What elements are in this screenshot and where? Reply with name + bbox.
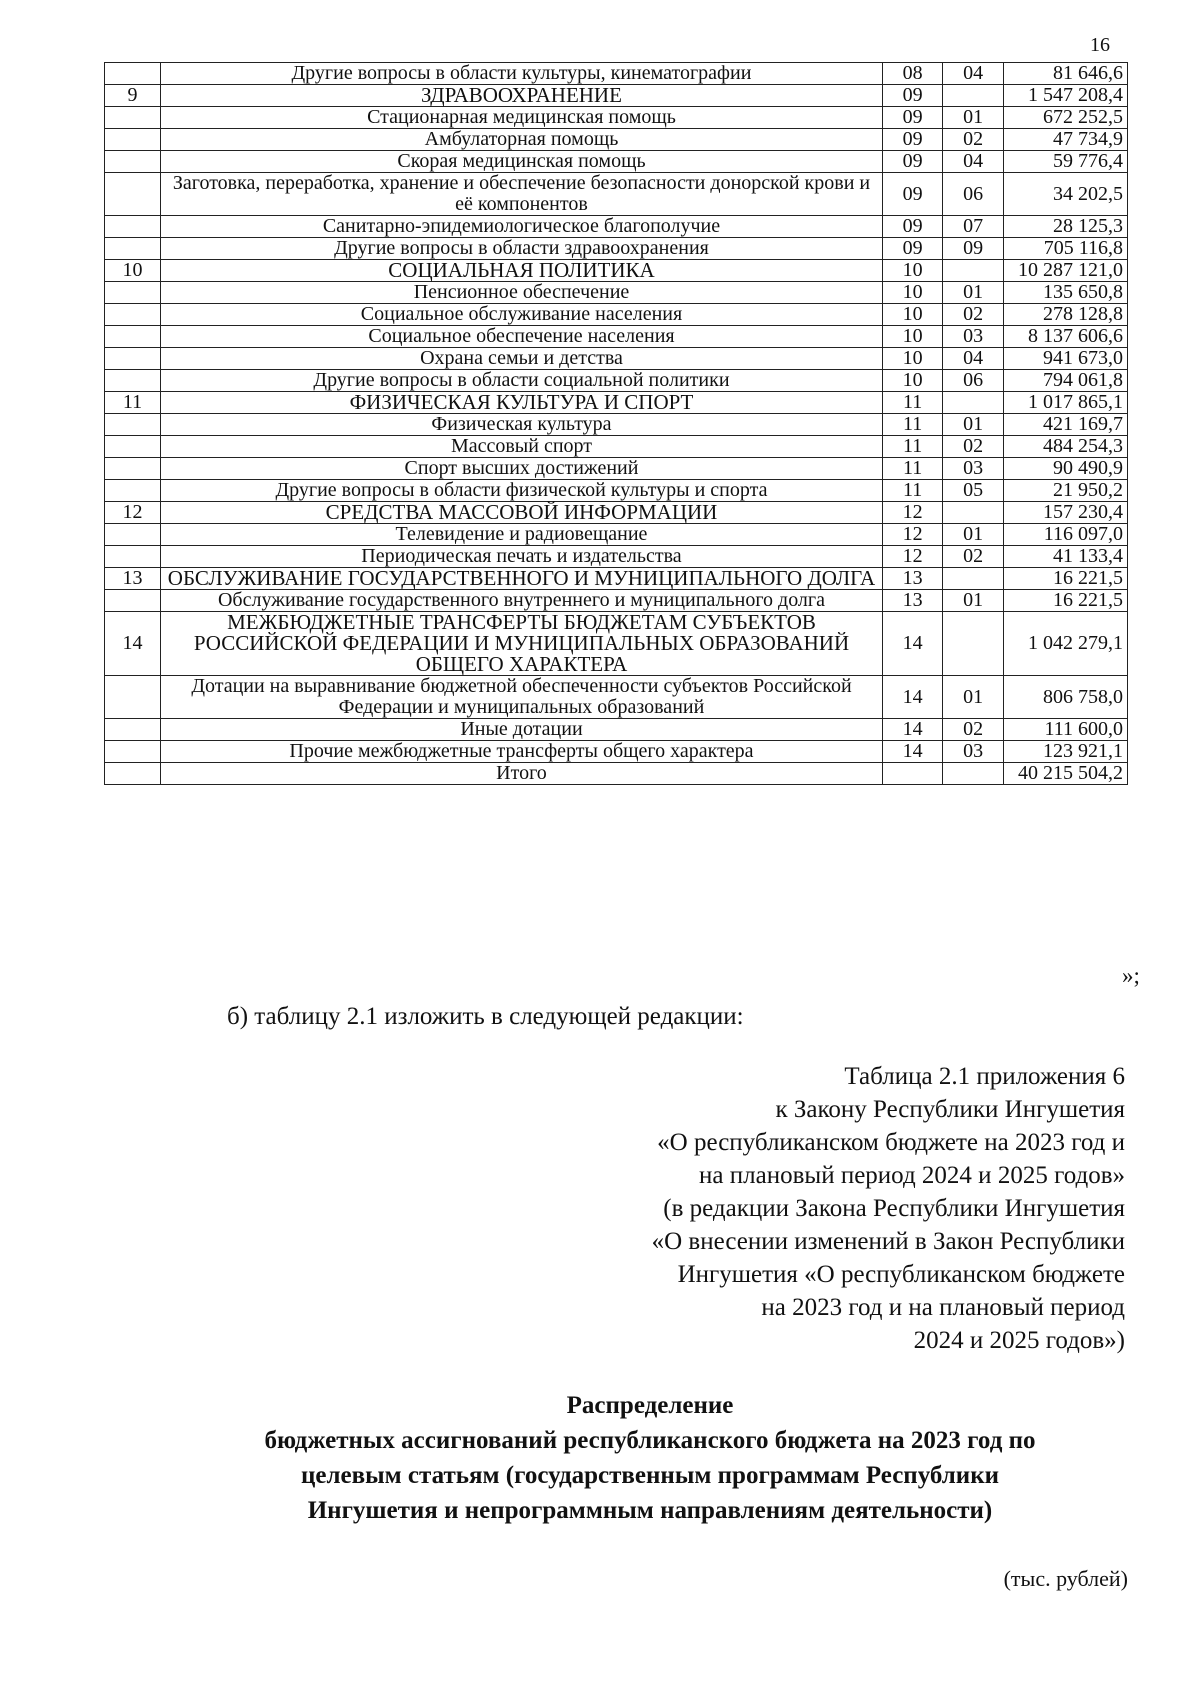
row-number-cell: 10	[105, 260, 161, 282]
section-code-cell: 10	[882, 282, 942, 304]
amount-cell: 41 133,4	[1003, 546, 1127, 568]
section-code-cell: 13	[882, 590, 942, 612]
row-number-cell: 12	[105, 502, 161, 524]
row-number-cell	[105, 436, 161, 458]
amount-cell: 34 202,5	[1003, 173, 1127, 216]
section-code-cell: 09	[882, 151, 942, 173]
subsection-code-cell: 06	[943, 173, 1003, 216]
subsection-code-cell	[943, 612, 1003, 676]
table-row	[105, 282, 1128, 304]
amount-cell: 16 221,5	[1003, 568, 1127, 590]
row-number-cell	[105, 741, 161, 763]
section-code-cell: 14	[882, 676, 942, 719]
table-row	[105, 612, 1128, 676]
table-row	[105, 676, 1128, 719]
budget-table-body	[105, 63, 1128, 785]
row-name-cell: Итого	[161, 763, 883, 785]
section-code-cell: 09	[882, 85, 942, 107]
document-title-line: Распределение	[566, 1392, 734, 1419]
annex-note-line: на 2023 год и на плановый период	[761, 1294, 1125, 1321]
table-row	[105, 741, 1128, 763]
row-number-cell	[105, 216, 161, 238]
annex-note-line: «О внесении изменений в Закон Республики	[651, 1228, 1125, 1255]
row-name-cell: Обслуживание государственного внутреннего и муниципального долга	[161, 590, 883, 612]
table-row	[105, 63, 1128, 85]
row-number-cell	[105, 590, 161, 612]
table-row	[105, 260, 1128, 282]
table-row	[105, 392, 1128, 414]
row-name-cell: Иные дотации	[161, 719, 883, 741]
row-name-cell: Другие вопросы в области здравоохранения	[161, 238, 883, 260]
table-row	[105, 719, 1128, 741]
row-name-cell: Заготовка, переработка, хранение и обеспечение безопасности донорской крови и её компонентов	[161, 173, 883, 216]
row-number-cell	[105, 414, 161, 436]
row-number-cell	[105, 107, 161, 129]
table-row	[105, 370, 1128, 392]
row-number-cell: 11	[105, 392, 161, 414]
annex-note-line: к Закону Республики Ингушетия	[775, 1096, 1125, 1123]
row-name-cell: Амбулаторная помощь	[161, 129, 883, 151]
budget-table	[104, 62, 1128, 785]
section-code-cell: 11	[882, 480, 942, 502]
annex-note-line: 2024 и 2025 годов»)	[913, 1327, 1125, 1354]
document-title-line: целевым статьям (государственным программам Республики	[301, 1462, 999, 1489]
subsection-code-cell: 01	[943, 414, 1003, 436]
subsection-code-cell	[943, 392, 1003, 414]
annex-note-line: Ингушетия «О республиканском бюджете	[677, 1261, 1125, 1288]
subsection-code-cell: 03	[943, 326, 1003, 348]
row-number-cell	[105, 129, 161, 151]
row-number-cell	[105, 458, 161, 480]
row-number-cell	[105, 763, 161, 785]
amount-cell: 794 061,8	[1003, 370, 1127, 392]
table-row	[105, 546, 1128, 568]
amount-cell: 28 125,3	[1003, 216, 1127, 238]
annex-note-line: (в редакции Закона Республики Ингушетия	[663, 1195, 1125, 1222]
row-name-cell: Другие вопросы в области социальной политики	[161, 370, 883, 392]
row-name-cell: МЕЖБЮДЖЕТНЫЕ ТРАНСФЕРТЫ БЮДЖЕТАМ СУБЪЕКТОВ РОССИЙСКОЙ ФЕДЕРАЦИИ И МУНИЦИПАЛЬНЫХ ОБРАЗОВАНИЙ ОБЩЕГО ХАРАКТЕРА	[161, 612, 883, 676]
subsection-code-cell	[943, 763, 1003, 785]
table-row	[105, 107, 1128, 129]
annex-note	[505, 1060, 1125, 1357]
table-row	[105, 238, 1128, 260]
subsection-code-cell	[943, 85, 1003, 107]
amount-cell: 81 646,6	[1003, 63, 1127, 85]
amount-cell: 111 600,0	[1003, 719, 1127, 741]
amount-cell: 157 230,4	[1003, 502, 1127, 524]
table-row	[105, 568, 1128, 590]
table-row	[105, 304, 1128, 326]
document-title	[100, 1388, 1200, 1528]
amount-cell: 484 254,3	[1003, 436, 1127, 458]
amount-cell: 1 017 865,1	[1003, 392, 1127, 414]
table-row	[105, 590, 1128, 612]
section-code-cell: 11	[882, 392, 942, 414]
row-number-cell	[105, 676, 161, 719]
amount-cell: 40 215 504,2	[1003, 763, 1127, 785]
subsection-code-cell: 09	[943, 238, 1003, 260]
row-number-cell	[105, 524, 161, 546]
amount-cell: 135 650,8	[1003, 282, 1127, 304]
row-name-cell: Периодическая печать и издательства	[161, 546, 883, 568]
row-name-cell: ЗДРАВООХРАНЕНИЕ	[161, 85, 883, 107]
section-code-cell: 10	[882, 326, 942, 348]
amount-cell: 806 758,0	[1003, 676, 1127, 719]
table-row	[105, 216, 1128, 238]
subsection-code-cell	[943, 502, 1003, 524]
amount-cell: 8 137 606,6	[1003, 326, 1127, 348]
subsection-code-cell	[943, 568, 1003, 590]
amount-cell: 10 287 121,0	[1003, 260, 1127, 282]
amount-cell: 47 734,9	[1003, 129, 1127, 151]
subsection-code-cell: 01	[943, 590, 1003, 612]
amount-cell: 278 128,8	[1003, 304, 1127, 326]
section-code-cell: 12	[882, 546, 942, 568]
section-code-cell: 14	[882, 612, 942, 676]
subsection-code-cell: 01	[943, 676, 1003, 719]
section-code-cell: 09	[882, 173, 942, 216]
table-row	[105, 151, 1128, 173]
table-row	[105, 85, 1128, 107]
row-number-cell	[105, 546, 161, 568]
row-name-cell: Другие вопросы в области культуры, кинематографии	[161, 63, 883, 85]
amount-cell: 705 116,8	[1003, 238, 1127, 260]
section-code-cell: 09	[882, 216, 942, 238]
subsection-code-cell: 01	[943, 107, 1003, 129]
section-code-cell: 14	[882, 741, 942, 763]
subsection-code-cell: 05	[943, 480, 1003, 502]
table-row	[105, 326, 1128, 348]
section-code-cell: 11	[882, 458, 942, 480]
row-number-cell	[105, 304, 161, 326]
amount-cell: 16 221,5	[1003, 590, 1127, 612]
table-row	[105, 524, 1128, 546]
document-title-line: бюджетных ассигнований республиканского бюджета на 2023 год по	[264, 1427, 1036, 1454]
row-name-cell: Социальное обеспечение населения	[161, 326, 883, 348]
section-code-cell: 11	[882, 414, 942, 436]
amount-cell: 672 252,5	[1003, 107, 1127, 129]
row-number-cell	[105, 282, 161, 304]
amount-cell: 21 950,2	[1003, 480, 1127, 502]
subsection-code-cell: 02	[943, 436, 1003, 458]
table-row	[105, 348, 1128, 370]
row-name-cell: Другие вопросы в области физической культуры и спорта	[161, 480, 883, 502]
row-number-cell	[105, 151, 161, 173]
subsection-code-cell: 04	[943, 151, 1003, 173]
table-row	[105, 173, 1128, 216]
subsection-code-cell: 02	[943, 129, 1003, 151]
table-row	[105, 414, 1128, 436]
section-code-cell: 09	[882, 238, 942, 260]
page-number: 16	[1090, 34, 1110, 56]
row-name-cell: СОЦИАЛЬНАЯ ПОЛИТИКА	[161, 260, 883, 282]
table-row	[105, 763, 1128, 785]
section-code-cell	[882, 763, 942, 785]
row-name-cell: Прочие межбюджетные трансферты общего характера	[161, 741, 883, 763]
row-number-cell: 14	[105, 612, 161, 676]
units-label: (тыс. рублей)	[1003, 1566, 1128, 1591]
row-name-cell: Социальное обслуживание населения	[161, 304, 883, 326]
row-name-cell: Массовый спорт	[161, 436, 883, 458]
amount-cell: 1 547 208,4	[1003, 85, 1127, 107]
subsection-code-cell: 02	[943, 304, 1003, 326]
row-name-cell: Дотации на выравнивание бюджетной обеспеченности субъектов Российской Федерации и муниципальных образований	[161, 676, 883, 719]
row-name-cell: Телевидение и радиовещание	[161, 524, 883, 546]
annex-note-line: «О республиканском бюджете на 2023 год и	[657, 1129, 1125, 1156]
subsection-code-cell: 02	[943, 719, 1003, 741]
subsection-code-cell: 04	[943, 348, 1003, 370]
row-number-cell	[105, 480, 161, 502]
table-row	[105, 480, 1128, 502]
row-name-cell: Стационарная медицинская помощь	[161, 107, 883, 129]
subsection-code-cell	[943, 260, 1003, 282]
subsection-code-cell: 01	[943, 282, 1003, 304]
row-name-cell: ОБСЛУЖИВАНИЕ ГОСУДАРСТВЕННОГО И МУНИЦИПАЛЬНОГО ДОЛГА	[161, 568, 883, 590]
row-name-cell: ФИЗИЧЕСКАЯ КУЛЬТУРА И СПОРТ	[161, 392, 883, 414]
row-number-cell	[105, 63, 161, 85]
row-name-cell: Спорт высших достижений	[161, 458, 883, 480]
row-name-cell: СРЕДСТВА МАССОВОЙ ИНФОРМАЦИИ	[161, 502, 883, 524]
row-name-cell: Пенсионное обеспечение	[161, 282, 883, 304]
section-code-cell: 14	[882, 719, 942, 741]
section-code-cell: 12	[882, 502, 942, 524]
amount-cell: 421 169,7	[1003, 414, 1127, 436]
subsection-code-cell: 04	[943, 63, 1003, 85]
table-row	[105, 129, 1128, 151]
row-number-cell: 9	[105, 85, 161, 107]
amount-cell: 116 097,0	[1003, 524, 1127, 546]
table-row	[105, 502, 1128, 524]
row-name-cell: Скорая медицинская помощь	[161, 151, 883, 173]
subsection-code-cell: 01	[943, 524, 1003, 546]
row-number-cell	[105, 173, 161, 216]
annex-note-line: Таблица 2.1 приложения 6	[844, 1063, 1125, 1090]
row-name-cell: Физическая культура	[161, 414, 883, 436]
section-code-cell: 09	[882, 107, 942, 129]
subsection-code-cell: 02	[943, 546, 1003, 568]
row-number-cell	[105, 326, 161, 348]
section-code-cell: 10	[882, 304, 942, 326]
row-number-cell	[105, 348, 161, 370]
section-code-cell: 10	[882, 260, 942, 282]
row-number-cell	[105, 370, 161, 392]
table-row	[105, 436, 1128, 458]
amount-cell: 1 042 279,1	[1003, 612, 1127, 676]
subsection-code-cell: 06	[943, 370, 1003, 392]
row-name-cell: Охрана семьи и детства	[161, 348, 883, 370]
amount-cell: 941 673,0	[1003, 348, 1127, 370]
closing-quote: »;	[1122, 963, 1140, 988]
row-name-cell: Санитарно-эпидемиологическое благополучие	[161, 216, 883, 238]
amount-cell: 90 490,9	[1003, 458, 1127, 480]
document-title-line: Ингушетия и непрограммным направлениям деятельности)	[307, 1497, 993, 1524]
subsection-code-cell: 07	[943, 216, 1003, 238]
section-code-cell: 08	[882, 63, 942, 85]
section-code-cell: 12	[882, 524, 942, 546]
section-code-cell: 10	[882, 370, 942, 392]
annex-note-line: на плановый период 2024 и 2025 годов»	[699, 1162, 1125, 1189]
section-code-cell: 11	[882, 436, 942, 458]
section-code-cell: 13	[882, 568, 942, 590]
amount-cell: 59 776,4	[1003, 151, 1127, 173]
subsection-code-cell: 03	[943, 741, 1003, 763]
amount-cell: 123 921,1	[1003, 741, 1127, 763]
subsection-code-cell: 03	[943, 458, 1003, 480]
row-number-cell	[105, 719, 161, 741]
row-number-cell: 13	[105, 568, 161, 590]
section-code-cell: 10	[882, 348, 942, 370]
row-number-cell	[105, 238, 161, 260]
section-code-cell: 09	[882, 129, 942, 151]
table-row	[105, 458, 1128, 480]
instruction-text: б) таблицу 2.1 изложить в следующей редакции:	[227, 1003, 744, 1030]
